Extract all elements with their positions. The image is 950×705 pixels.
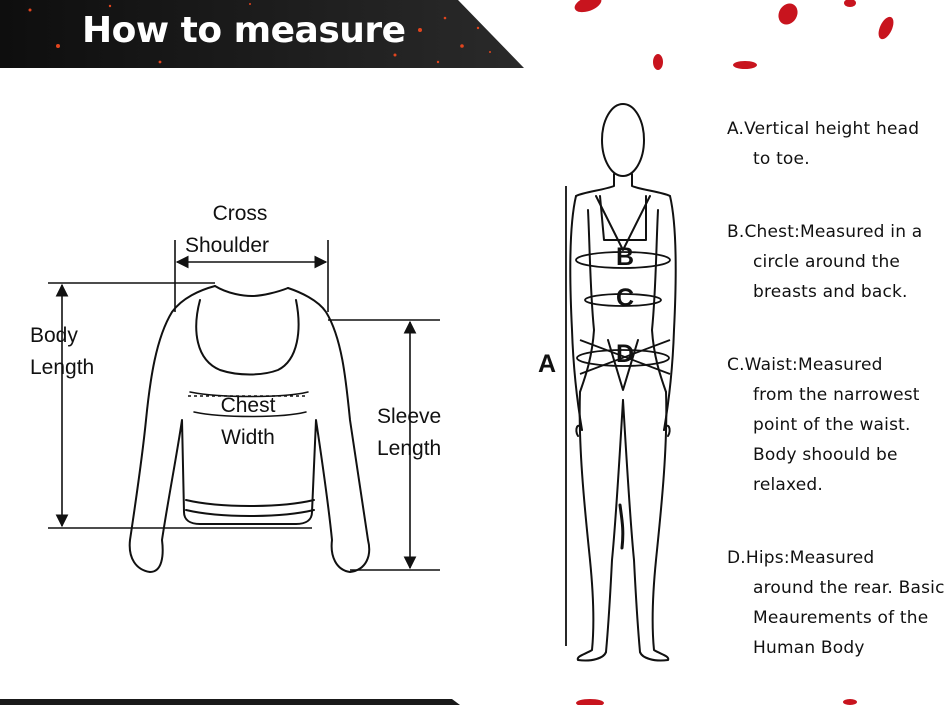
chest-width-label: Chest Width <box>220 394 276 449</box>
sleeve-length-label: Sleeve Length <box>377 405 442 460</box>
figure-label-a: A <box>538 350 557 378</box>
cross-shoulder-label: Cross Shoulder <box>184 202 270 257</box>
footer-decoration <box>0 697 950 705</box>
figure-label-b: B <box>616 243 635 271</box>
body-length-label: Body Length <box>30 324 95 379</box>
footer-bar-shape <box>0 699 460 705</box>
instruction-c: C.Waist:Measured from the narrowest point of the waist. Body shoould be relaxed. <box>727 355 920 495</box>
figure-label-d: D <box>616 340 635 368</box>
instruction-d: D.Hips:Measured around the rear. Basic Meaurements of the Human Body <box>727 548 945 658</box>
figure-label-c: C <box>616 284 635 312</box>
figure-head <box>602 104 644 176</box>
human-figure <box>570 104 676 661</box>
footer-petal <box>576 699 604 705</box>
instruction-a: A.Vertical height head to toe. <box>727 119 920 169</box>
footer-petal <box>843 699 857 705</box>
page-title: How to measure <box>82 10 406 51</box>
instruction-b: B.Chest:Measured in a circle around the breasts and back. <box>727 222 923 302</box>
